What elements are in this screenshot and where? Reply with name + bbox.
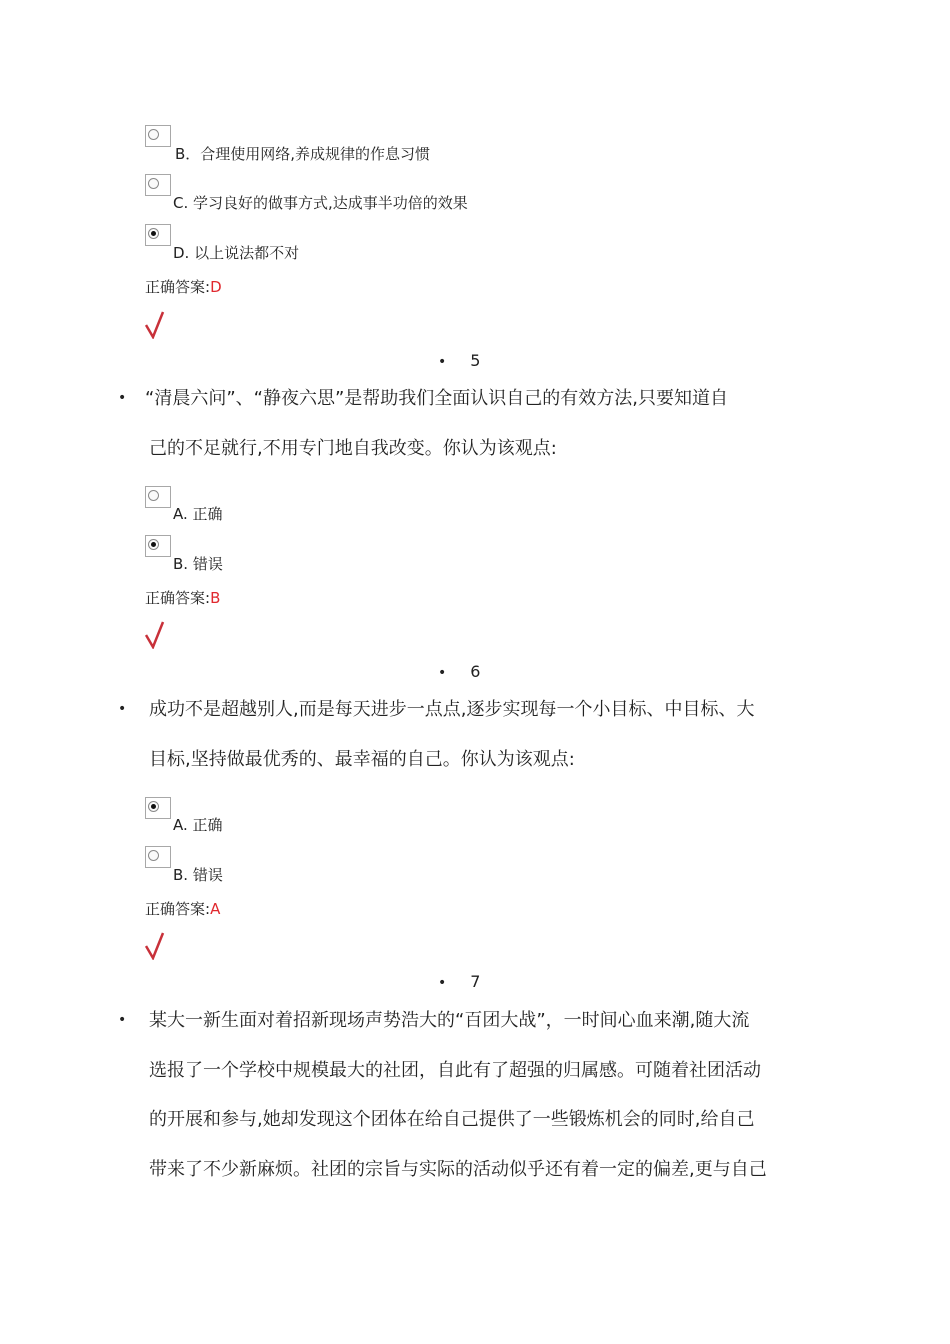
check-mark-icon (145, 932, 165, 960)
radio-unchecked-icon (148, 178, 159, 189)
radio-unchecked-icon (148, 850, 159, 861)
radio-button[interactable] (145, 224, 171, 246)
correct-answer-label: 正确答案: (145, 900, 211, 918)
option-label: A. 正确 (173, 816, 223, 834)
question-text-line: 带来了不少新麻烦。社团的宗旨与实际的活动似乎还有着一定的偏差,更与自己 (149, 1159, 767, 1180)
bullet-icon: • (118, 390, 127, 406)
question-text-line: 己的不足就行,不用专门地自我改变。你认为该观点: (149, 438, 557, 459)
correct-answer-label: 正确答案: (145, 278, 211, 296)
bullet-icon: • (438, 354, 447, 370)
question-number (438, 972, 480, 993)
question-number-text: 5 (470, 351, 481, 370)
correct-answer (145, 588, 220, 608)
option-label: C. 学习良好的做事方式,达成事半功倍的效果 (173, 194, 468, 212)
question-number (438, 662, 480, 683)
option-label: B．合理使用网络,养成规律的作息习惯 (175, 145, 431, 163)
radio-unchecked-icon (148, 490, 159, 501)
correct-answer (145, 899, 220, 919)
correct-answer (145, 277, 222, 297)
question-number (438, 351, 480, 372)
question-text-line: 选报了一个学校中规模最大的社团，自此有了超强的归属感。可随着社团活动 (149, 1060, 761, 1081)
option-label: B. 错误 (173, 555, 223, 573)
check-mark-icon (145, 311, 165, 339)
question-text-line: 目标,坚持做最优秀的、最幸福的自己。你认为该观点: (149, 749, 575, 770)
question-text-line: 的开展和参与,她却发现这个团体在给自己提供了一些锻炼机会的同时,给自己 (149, 1109, 755, 1130)
question-text-line: 某大一新生面对着招新现场声势浩大的“百团大战”，一时间心血来潮,随大流 (149, 1010, 750, 1031)
radio-button[interactable] (145, 846, 171, 868)
radio-checked-icon (148, 801, 159, 812)
question-number-text: 6 (470, 662, 481, 681)
bullet-icon: • (438, 665, 447, 681)
bullet-icon: • (118, 1012, 127, 1028)
check-mark-icon (145, 621, 165, 649)
radio-button[interactable] (145, 486, 171, 508)
correct-answer-value: A (210, 900, 221, 918)
radio-checked-icon (148, 539, 159, 550)
question-text-line: “清晨六问”、“静夜六思”是帮助我们全面认识自己的有效方法,只要知道自 (145, 388, 729, 409)
correct-answer-value: B (210, 589, 221, 607)
option-label: B. 错误 (173, 866, 223, 884)
question-text-line: 成功不是超越别人,而是每天进步一点点,逐步实现每一个小目标、中目标、大 (149, 699, 755, 720)
option-label: A. 正确 (173, 505, 223, 523)
radio-button[interactable] (145, 797, 171, 819)
radio-button[interactable] (145, 125, 171, 147)
radio-button[interactable] (145, 535, 171, 557)
radio-button[interactable] (145, 174, 171, 196)
option-label: D. 以上说法都不对 (173, 244, 300, 262)
correct-answer-label: 正确答案: (145, 589, 211, 607)
radio-checked-icon (148, 228, 159, 239)
correct-answer-value: D (210, 278, 222, 296)
bullet-icon: • (438, 975, 447, 991)
bullet-icon: • (118, 701, 127, 717)
radio-unchecked-icon (148, 129, 159, 140)
question-number-text: 7 (470, 972, 481, 991)
